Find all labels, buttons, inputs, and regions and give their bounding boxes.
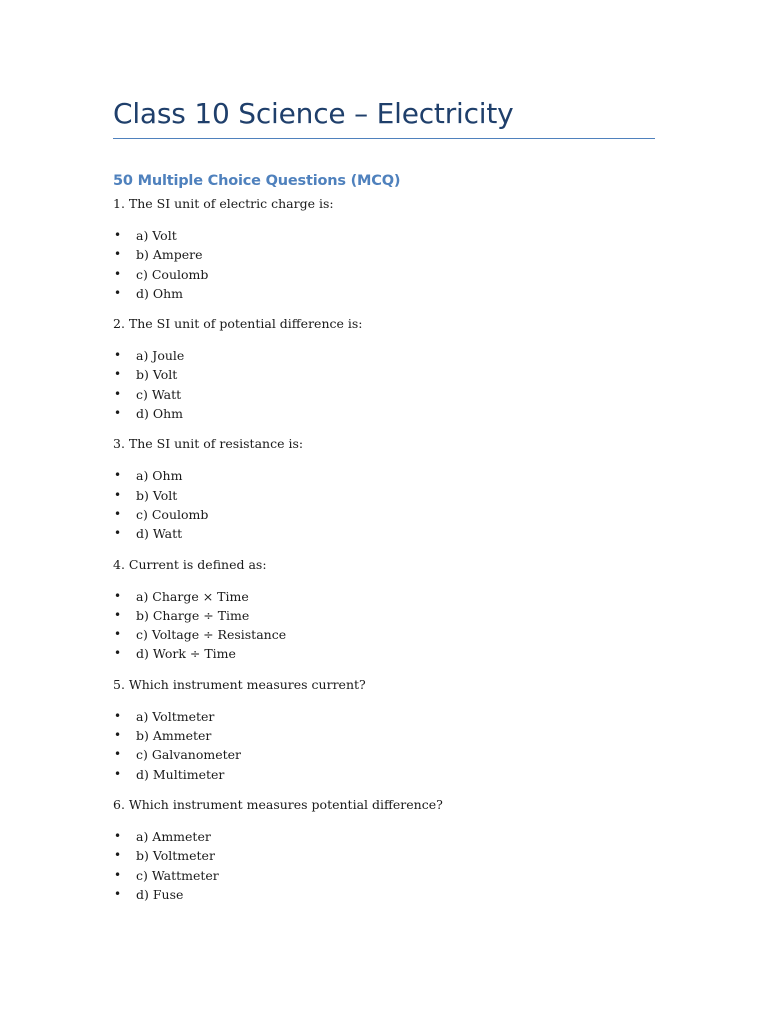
bullet-icon: • xyxy=(114,406,122,421)
document-title: Class 10 Science – Electricity xyxy=(113,97,514,130)
bullet-icon: • xyxy=(114,828,122,843)
document-page xyxy=(113,93,655,915)
option-label: d) Ohm xyxy=(136,406,184,422)
option-label: b) Ammeter xyxy=(136,728,212,744)
bullet-icon: • xyxy=(114,728,122,743)
question-text: 5. Which instrument measures current? xyxy=(113,676,366,692)
option-label: c) Voltage ÷ Resistance xyxy=(136,627,287,643)
option-label: a) Voltmeter xyxy=(136,708,215,724)
question-block-2 xyxy=(113,314,655,423)
bullet-icon: • xyxy=(114,607,122,622)
question-block-3 xyxy=(113,434,655,543)
option-item xyxy=(113,745,655,764)
option-item xyxy=(113,707,655,726)
option-item xyxy=(113,466,655,485)
bullet-icon: • xyxy=(114,487,122,502)
option-label: a) Ohm xyxy=(136,468,183,484)
bullet-icon: • xyxy=(114,526,122,541)
option-label: c) Coulomb xyxy=(136,266,209,282)
option-item xyxy=(113,385,655,404)
bullet-icon: • xyxy=(114,266,122,281)
question-text: 1. The SI unit of electric charge is: xyxy=(113,196,334,211)
option-list xyxy=(113,346,655,423)
option-list xyxy=(113,466,655,543)
bullet-icon: • xyxy=(114,646,122,661)
bullet-icon: • xyxy=(114,848,122,863)
bullet-icon: • xyxy=(114,386,122,401)
bullet-icon: • xyxy=(114,285,122,300)
option-item xyxy=(113,827,655,846)
option-label: b) Voltmeter xyxy=(136,848,215,864)
option-label: a) Ammeter xyxy=(136,828,211,844)
question-text: 6. Which instrument measures potential difference? xyxy=(113,796,443,812)
option-item xyxy=(113,644,655,663)
bullet-icon: • xyxy=(114,367,122,382)
option-label: b) Ampere xyxy=(136,247,203,263)
option-label: d) Fuse xyxy=(136,886,184,902)
option-item xyxy=(113,885,655,904)
option-label: b) Volt xyxy=(136,487,178,503)
section-heading: 50 Multiple Choice Questions (MCQ) xyxy=(113,173,401,189)
option-item xyxy=(113,265,655,284)
option-label: d) Work ÷ Time xyxy=(136,646,236,662)
option-list xyxy=(113,587,655,664)
question-block-6 xyxy=(113,795,655,904)
bullet-icon: • xyxy=(114,228,122,242)
option-label: a) Volt xyxy=(136,228,177,243)
title-divider xyxy=(113,138,655,139)
option-item xyxy=(113,226,655,245)
option-label: d) Ohm xyxy=(136,285,184,301)
option-label: c) Galvanometer xyxy=(136,747,242,763)
option-list xyxy=(113,226,655,303)
bullet-icon: • xyxy=(114,627,122,642)
option-item xyxy=(113,346,655,365)
option-item xyxy=(113,486,655,505)
bullet-icon: • xyxy=(114,886,122,901)
bullet-icon: • xyxy=(114,766,122,781)
option-item xyxy=(113,765,655,784)
bullet-icon: • xyxy=(114,468,122,483)
bullet-icon: • xyxy=(114,867,122,882)
option-item xyxy=(113,587,655,606)
option-label: d) Watt xyxy=(136,526,183,542)
option-label: c) Wattmeter xyxy=(136,867,219,883)
option-list xyxy=(113,827,655,904)
option-item xyxy=(113,625,655,644)
bullet-icon: • xyxy=(114,588,122,603)
option-label: c) Watt xyxy=(136,386,182,402)
option-item xyxy=(113,505,655,524)
option-label: b) Charge ÷ Time xyxy=(136,607,250,623)
question-text: 4. Current is defined as: xyxy=(113,556,267,572)
bullet-icon: • xyxy=(114,348,122,363)
option-label: b) Volt xyxy=(136,367,178,383)
option-item xyxy=(113,726,655,745)
question-block-1 xyxy=(113,194,655,303)
option-item xyxy=(113,245,655,264)
bullet-icon: • xyxy=(114,506,122,521)
option-item xyxy=(113,606,655,625)
option-label: a) Joule xyxy=(136,348,185,364)
option-item xyxy=(113,524,655,543)
option-item xyxy=(113,866,655,885)
option-list xyxy=(113,707,655,784)
option-item xyxy=(113,365,655,384)
option-label: d) Multimeter xyxy=(136,766,225,782)
option-item xyxy=(113,404,655,423)
question-block-5 xyxy=(113,675,655,784)
option-item xyxy=(113,846,655,865)
question-block-4 xyxy=(113,555,655,664)
option-label: a) Charge × Time xyxy=(136,588,249,604)
bullet-icon: • xyxy=(114,708,122,723)
question-text: 2. The SI unit of potential difference is: xyxy=(113,316,363,332)
option-label: c) Coulomb xyxy=(136,506,209,522)
bullet-icon: • xyxy=(114,247,122,262)
option-item xyxy=(113,284,655,303)
question-text: 3. The SI unit of resistance is: xyxy=(113,436,304,452)
bullet-icon: • xyxy=(114,747,122,762)
